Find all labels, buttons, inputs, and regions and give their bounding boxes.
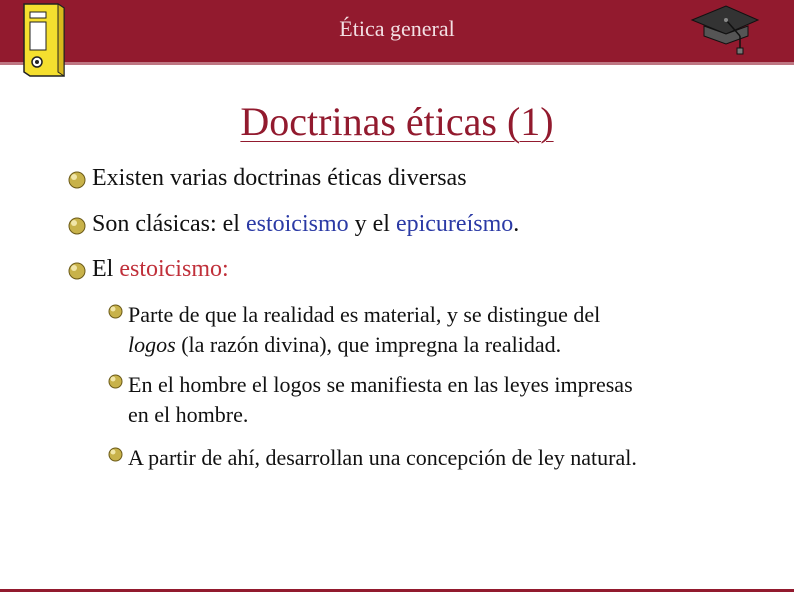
italic-term: logos: [128, 332, 176, 357]
bullet-text: Son clásicas: el: [92, 211, 246, 237]
bullet-item: [92, 256, 229, 283]
bullet-icon: [68, 217, 86, 235]
highlight-term: epicureísmo: [395, 211, 514, 237]
sub-bullet-item: [128, 300, 748, 360]
sub-bullet-item: [128, 443, 768, 473]
sub-bullet-text: Parte de que la realidad es material, y se distingue del: [128, 302, 601, 327]
bullet-text: y el: [348, 211, 396, 237]
bullet-icon: [68, 171, 86, 189]
bullet-text: .: [513, 211, 520, 237]
bullet-icon: [68, 262, 86, 280]
bullet-item: [92, 165, 467, 192]
header-divider: [0, 62, 794, 65]
slide-title: Doctrinas éticas (1): [240, 99, 554, 144]
sub-bullet-text: En el hombre el logos se manifiesta en las leyes impresas: [128, 372, 633, 397]
footer-line: [0, 589, 794, 592]
header-title: Ética general: [339, 16, 455, 41]
bullet-icon: [108, 374, 123, 389]
sub-bullet-text: A partir de ahí, desarrollan una concepción de ley natural.: [128, 445, 637, 470]
bullet-item: [92, 211, 519, 238]
sub-bullet-text: (la razón divina), que impregna la realidad.: [175, 332, 562, 357]
highlight-term: estoicismo:: [119, 256, 229, 282]
highlight-term: estoicismo: [245, 211, 349, 237]
bullet-icon: [108, 304, 123, 319]
sub-bullet-item: [128, 370, 748, 430]
bullet-text: El: [92, 256, 120, 282]
sub-bullet-text: en el hombre.: [128, 402, 249, 427]
bullet-text: Existen varias doctrinas éticas diversas: [92, 165, 467, 191]
bullet-icon: [108, 447, 123, 462]
